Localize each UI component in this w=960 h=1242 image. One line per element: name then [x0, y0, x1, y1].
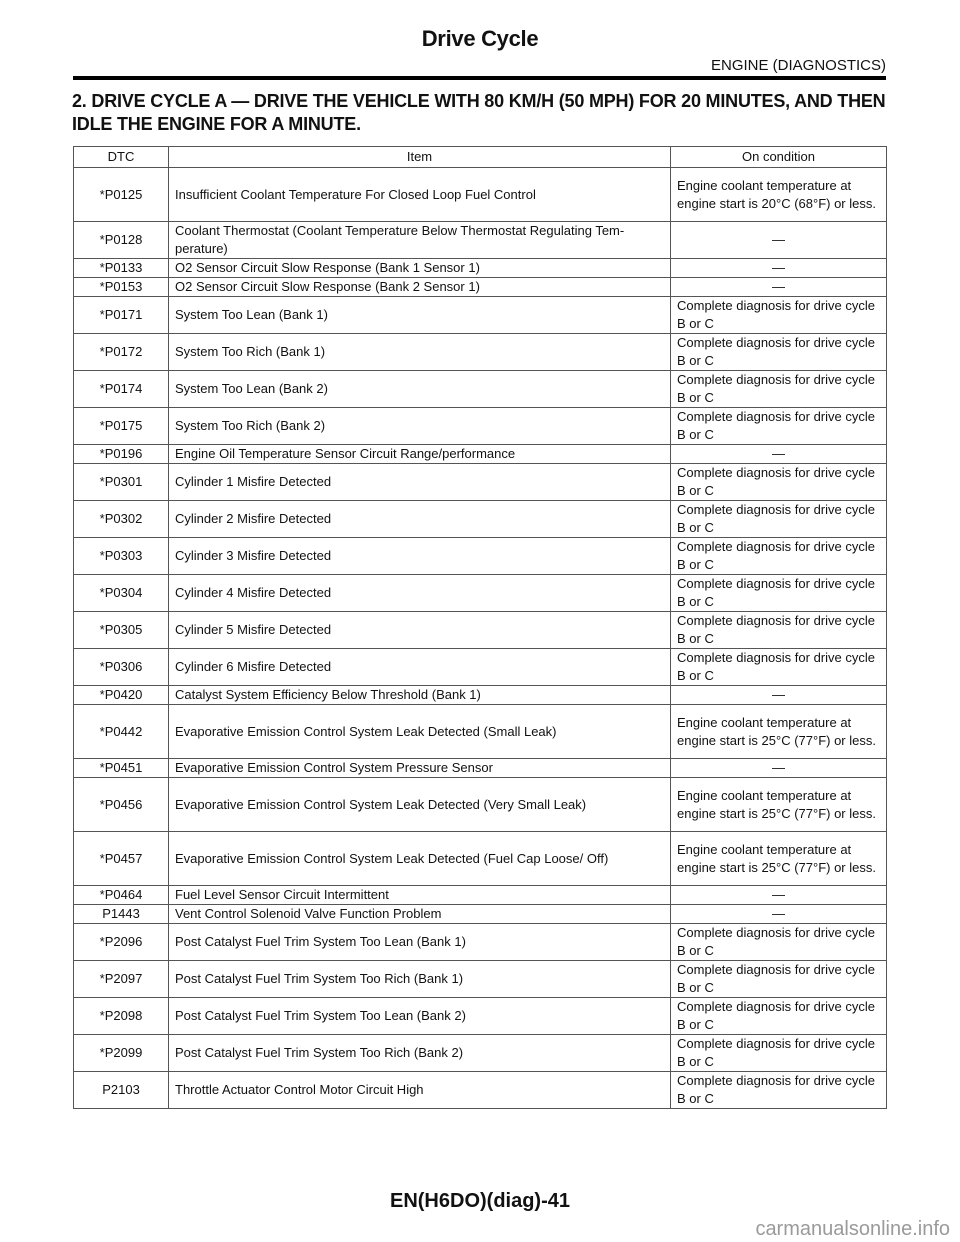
table-row — [74, 575, 887, 612]
table-row — [74, 686, 887, 705]
on-condition: Complete diagnosis for drive cycle B or C — [671, 1035, 887, 1072]
table-row — [74, 501, 887, 538]
dtc-code: *P2097 — [74, 961, 169, 998]
on-condition: Complete diagnosis for drive cycle B or C — [671, 371, 887, 408]
dtc-item: System Too Rich (Bank 2) — [169, 408, 671, 445]
on-condition: Complete diagnosis for drive cycle B or C — [671, 297, 887, 334]
table-row — [74, 371, 887, 408]
on-condition: Complete diagnosis for drive cycle B or C — [671, 612, 887, 649]
dtc-item: Cylinder 1 Misfire Detected — [169, 464, 671, 501]
on-condition: — — [671, 259, 887, 278]
dtc-code: *P0133 — [74, 259, 169, 278]
dtc-code: *P0303 — [74, 538, 169, 575]
table-row — [74, 705, 887, 759]
dtc-item: System Too Rich (Bank 1) — [169, 334, 671, 371]
dtc-item: Cylinder 5 Misfire Detected — [169, 612, 671, 649]
table-row — [74, 464, 887, 501]
dtc-code: *P2096 — [74, 924, 169, 961]
on-condition: Complete diagnosis for drive cycle B or C — [671, 538, 887, 575]
dtc-item: Cylinder 2 Misfire Detected — [169, 501, 671, 538]
dtc-code: *P0175 — [74, 408, 169, 445]
dtc-code: *P0196 — [74, 445, 169, 464]
on-condition: Engine coolant temperature at engine start is 25°C (77°F) or less. — [671, 832, 887, 886]
dtc-item: Cylinder 6 Misfire Detected — [169, 649, 671, 686]
dtc-code: P1443 — [74, 905, 169, 924]
dtc-code: *P0305 — [74, 612, 169, 649]
dtc-code: *P0306 — [74, 649, 169, 686]
on-condition: Complete diagnosis for drive cycle B or C — [671, 998, 887, 1035]
column-header-on-condition: On condition — [671, 147, 887, 168]
dtc-item: Insufficient Coolant Temperature For Closed Loop Fuel Control — [169, 168, 671, 222]
table-row — [74, 222, 887, 259]
on-condition: Complete diagnosis for drive cycle B or C — [671, 501, 887, 538]
dtc-code: *P0420 — [74, 686, 169, 705]
dtc-item: Coolant Thermostat (Coolant Temperature Below Thermostat Regulating Tem-perature) — [169, 222, 671, 259]
page-title: Drive Cycle — [421, 26, 539, 51]
page-number: EN(H6DO)(diag)-41 — [389, 1190, 570, 1212]
on-condition: — — [671, 445, 887, 464]
table-row — [74, 168, 887, 222]
on-condition: Engine coolant temperature at engine start is 20°C (68°F) or less. — [671, 168, 887, 222]
dtc-code: *P2099 — [74, 1035, 169, 1072]
dtc-item: Catalyst System Efficiency Below Threshold (Bank 1) — [169, 686, 671, 705]
on-condition: Engine coolant temperature at engine start is 25°C (77°F) or less. — [671, 705, 887, 759]
header-divider — [73, 76, 886, 80]
on-condition: Complete diagnosis for drive cycle B or C — [671, 334, 887, 371]
table-row — [74, 1035, 887, 1072]
table-header-row — [74, 147, 887, 168]
dtc-code: *P0456 — [74, 778, 169, 832]
dtc-item: Cylinder 4 Misfire Detected — [169, 575, 671, 612]
dtc-item: Post Catalyst Fuel Trim System Too Rich (Bank 2) — [169, 1035, 671, 1072]
on-condition: Complete diagnosis for drive cycle B or C — [671, 961, 887, 998]
column-header-dtc: DTC — [74, 147, 169, 168]
dtc-code: *P0442 — [74, 705, 169, 759]
dtc-item: Vent Control Solenoid Valve Function Problem — [169, 905, 671, 924]
section-heading: 2. DRIVE CYCLE A — DRIVE THE VEHICLE WITH 80 KM/H (50 MPH) FOR 20 MINUTES, AND THEN IDLE THE ENGINE FOR A MINUTE. — [72, 91, 886, 134]
table-row — [74, 832, 887, 886]
table-row — [74, 445, 887, 464]
on-condition: — — [671, 686, 887, 705]
dtc-code: *P0304 — [74, 575, 169, 612]
table-row — [74, 905, 887, 924]
table-row — [74, 259, 887, 278]
section-label: ENGINE (DIAGNOSTICS) — [710, 57, 886, 74]
dtc-item: Evaporative Emission Control System Pressure Sensor — [169, 759, 671, 778]
table-row — [74, 778, 887, 832]
table-row — [74, 998, 887, 1035]
dtc-item: Cylinder 3 Misfire Detected — [169, 538, 671, 575]
column-header-item: Item — [169, 147, 671, 168]
dtc-item: Post Catalyst Fuel Trim System Too Lean (Bank 2) — [169, 998, 671, 1035]
dtc-code: *P0128 — [74, 222, 169, 259]
on-condition: Engine coolant temperature at engine start is 25°C (77°F) or less. — [671, 778, 887, 832]
table-row — [74, 886, 887, 905]
table-row — [74, 649, 887, 686]
on-condition: Complete diagnosis for drive cycle B or C — [671, 408, 887, 445]
table-row — [74, 408, 887, 445]
on-condition: — — [671, 278, 887, 297]
dtc-item: Post Catalyst Fuel Trim System Too Rich (Bank 1) — [169, 961, 671, 998]
dtc-code: *P0457 — [74, 832, 169, 886]
dtc-code: *P0125 — [74, 168, 169, 222]
table-row — [74, 297, 887, 334]
dtc-code: *P0464 — [74, 886, 169, 905]
dtc-code: *P0174 — [74, 371, 169, 408]
table-row — [74, 278, 887, 297]
on-condition: — — [671, 222, 887, 259]
table-row — [74, 924, 887, 961]
dtc-item: Fuel Level Sensor Circuit Intermittent — [169, 886, 671, 905]
dtc-item: Evaporative Emission Control System Leak Detected (Very Small Leak) — [169, 778, 671, 832]
dtc-item: Throttle Actuator Control Motor Circuit High — [169, 1072, 671, 1109]
dtc-item: Engine Oil Temperature Sensor Circuit Range/performance — [169, 445, 671, 464]
table-body — [74, 168, 887, 1109]
on-condition: Complete diagnosis for drive cycle B or C — [671, 575, 887, 612]
table-row — [74, 612, 887, 649]
table-row — [74, 961, 887, 998]
on-condition: — — [671, 905, 887, 924]
on-condition: Complete diagnosis for drive cycle B or C — [671, 924, 887, 961]
table-row — [74, 1072, 887, 1109]
dtc-table — [73, 146, 887, 1109]
table-row — [74, 334, 887, 371]
dtc-item: Post Catalyst Fuel Trim System Too Lean (Bank 1) — [169, 924, 671, 961]
watermark: carmanualsonline.info — [755, 1218, 950, 1240]
on-condition: Complete diagnosis for drive cycle B or C — [671, 464, 887, 501]
dtc-code: *P0153 — [74, 278, 169, 297]
dtc-item: System Too Lean (Bank 1) — [169, 297, 671, 334]
dtc-item: Evaporative Emission Control System Leak Detected (Fuel Cap Loose/ Off) — [169, 832, 671, 886]
on-condition: — — [671, 759, 887, 778]
dtc-code: *P0302 — [74, 501, 169, 538]
dtc-item: Evaporative Emission Control System Leak Detected (Small Leak) — [169, 705, 671, 759]
dtc-item: System Too Lean (Bank 2) — [169, 371, 671, 408]
table-row — [74, 759, 887, 778]
dtc-code: *P0451 — [74, 759, 169, 778]
dtc-code: *P0301 — [74, 464, 169, 501]
on-condition: Complete diagnosis for drive cycle B or C — [671, 1072, 887, 1109]
dtc-code: P2103 — [74, 1072, 169, 1109]
on-condition: Complete diagnosis for drive cycle B or C — [671, 649, 887, 686]
dtc-item: O2 Sensor Circuit Slow Response (Bank 2 Sensor 1) — [169, 278, 671, 297]
table-row — [74, 538, 887, 575]
dtc-item: O2 Sensor Circuit Slow Response (Bank 1 Sensor 1) — [169, 259, 671, 278]
dtc-code: *P2098 — [74, 998, 169, 1035]
on-condition: — — [671, 886, 887, 905]
dtc-code: *P0171 — [74, 297, 169, 334]
dtc-code: *P0172 — [74, 334, 169, 371]
